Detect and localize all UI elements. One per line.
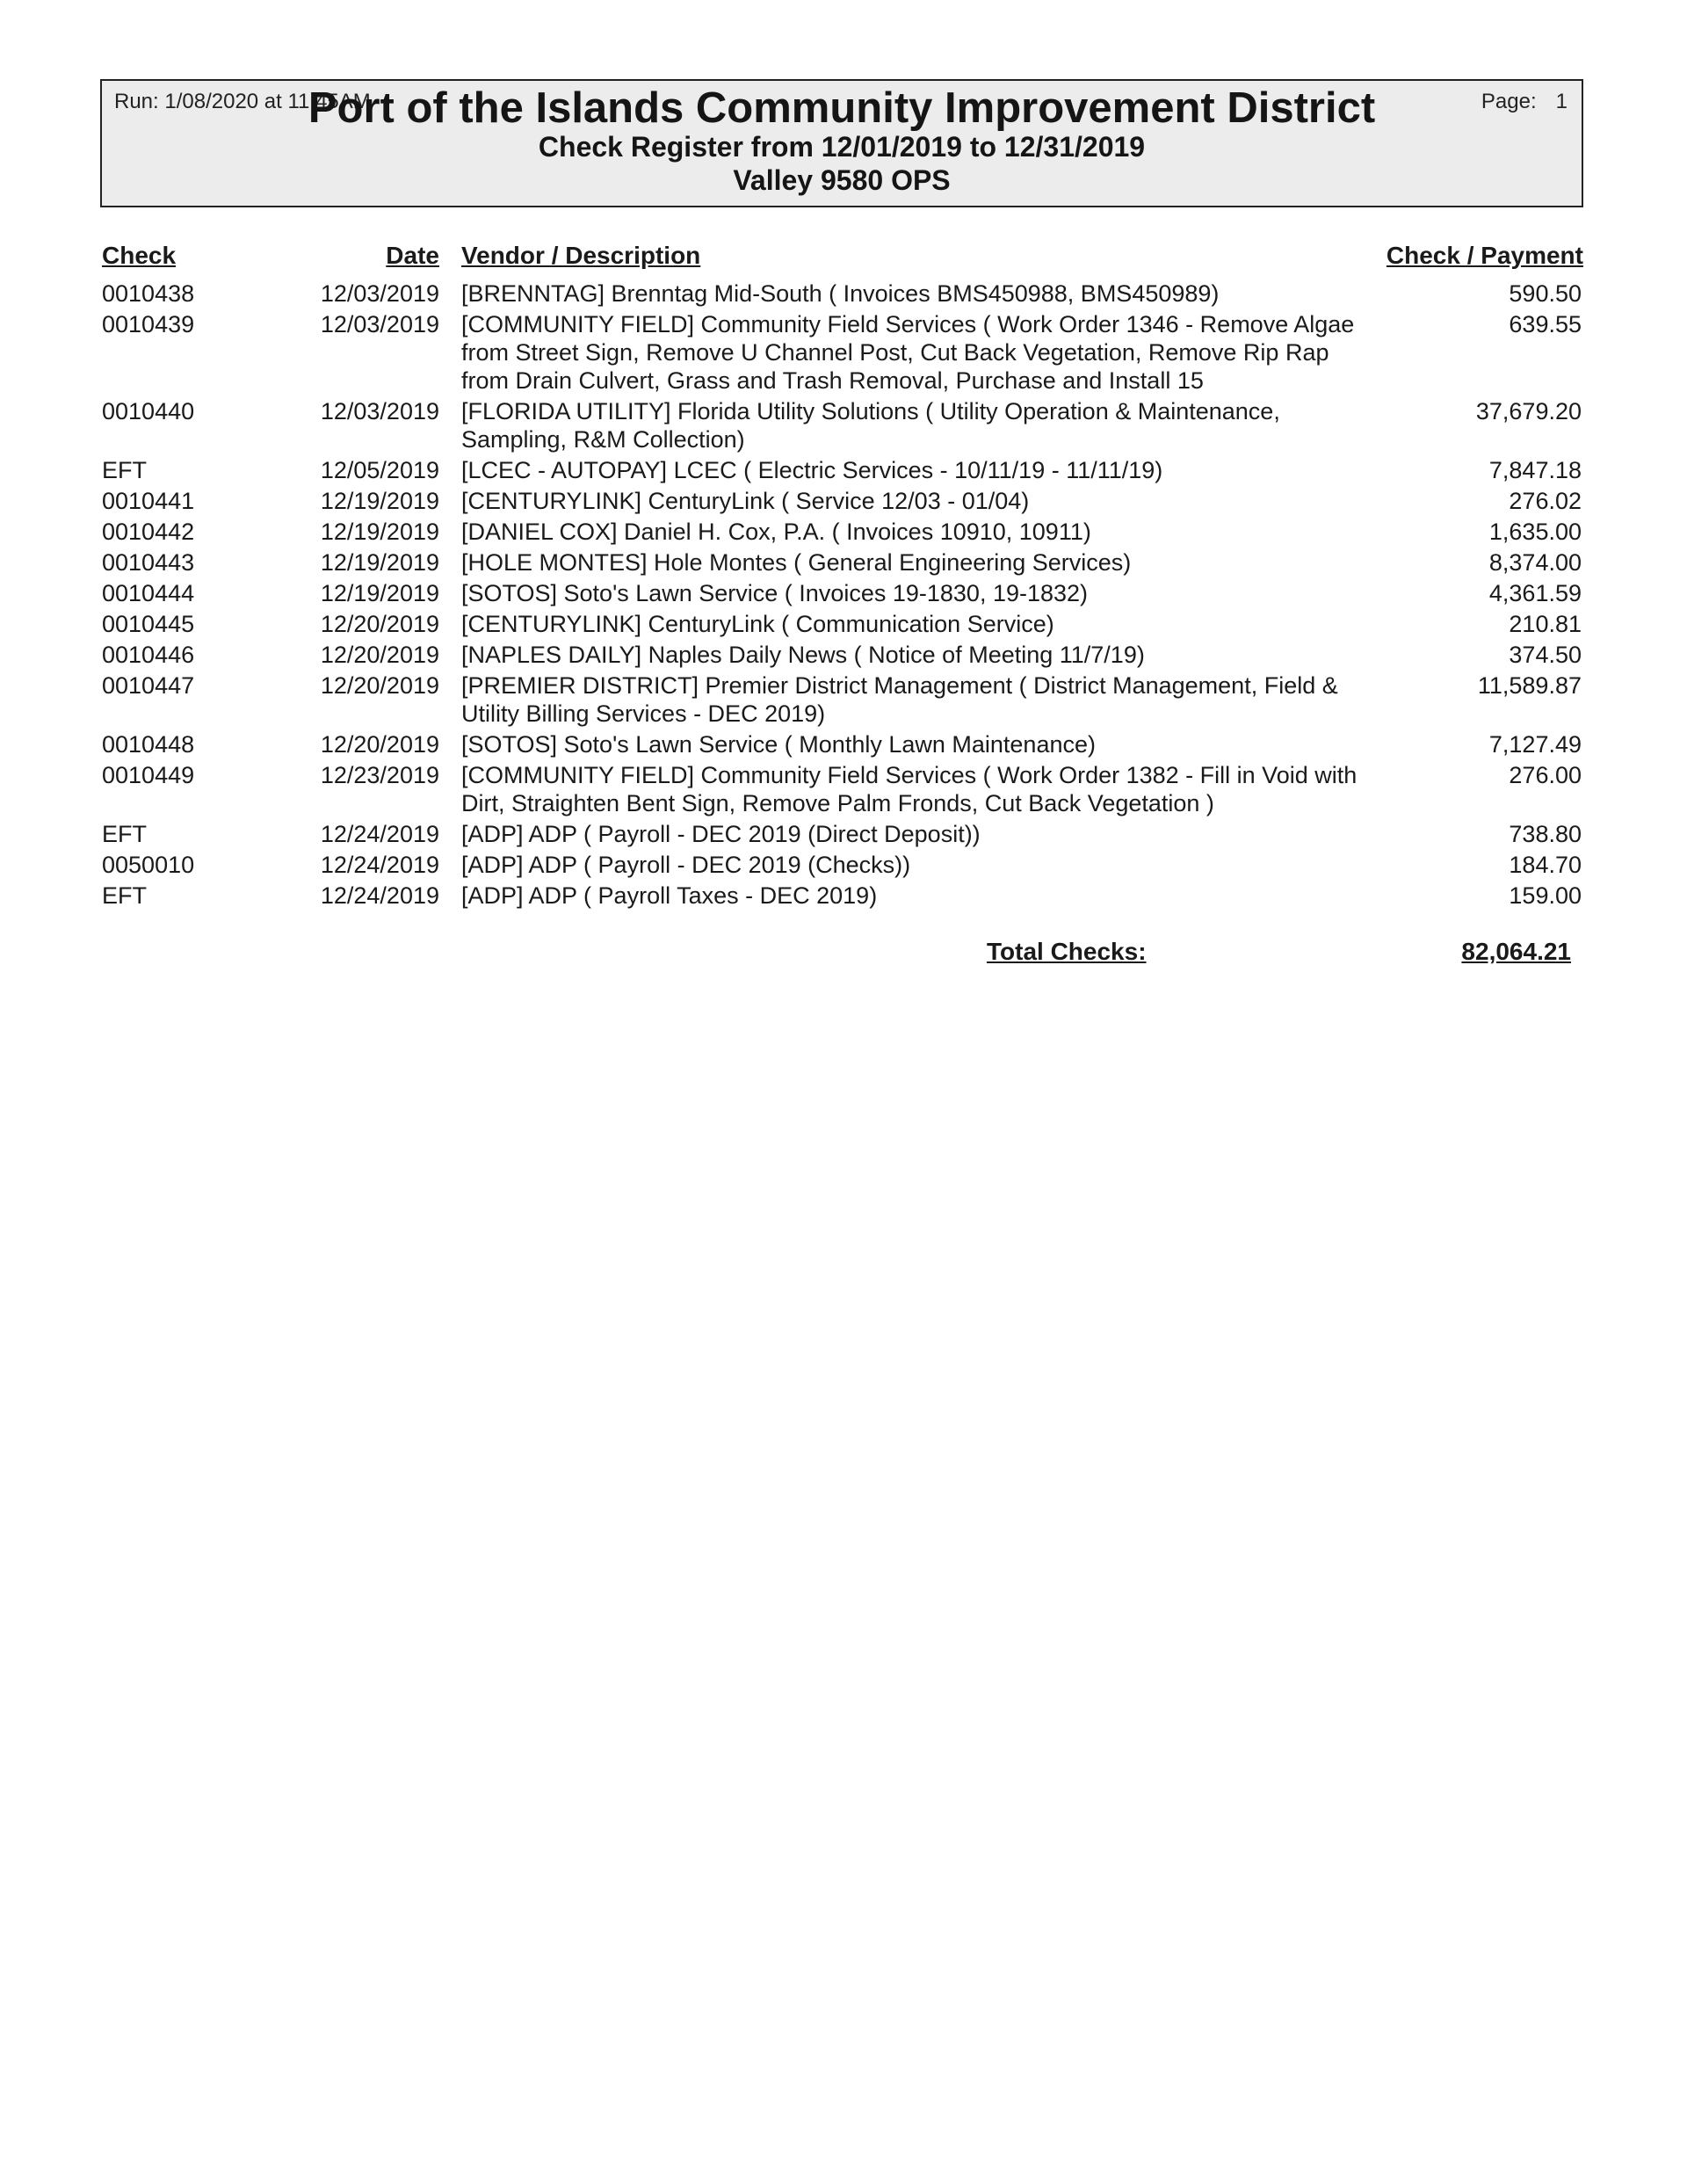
payment-amount: 8,374.00 xyxy=(1488,549,1582,576)
check-number: 0010444 xyxy=(102,580,195,606)
page-label: Page: xyxy=(1481,90,1537,113)
vendor-description: [COMMUNITY FIELD] Community Field Services ( Work Order 1346 - Remove Algae from Street Sign, Remove U Channel Post, Cut Back Vegetation, Remove Rip Rap from Drain Culvert, Grass and Trash Removal, Purchase and Install 15 xyxy=(461,311,1355,394)
total-label: Total Checks: xyxy=(987,938,1147,965)
vendor-description: [PREMIER DISTRICT] Premier District Management ( District Management, Field & Utility Billing Services - DEC 2019) xyxy=(461,672,1338,727)
check-date: 12/03/2019 xyxy=(320,398,439,424)
payment-amount: 184.70 xyxy=(1509,852,1582,878)
vendor-description: [DANIEL COX] Daniel H. Cox, P.A. ( Invoices 10910, 10911) xyxy=(461,519,1091,545)
check-date: 12/19/2019 xyxy=(320,488,439,514)
table-row xyxy=(102,579,1583,607)
payment-amount: 159.00 xyxy=(1509,882,1582,909)
vendor-description: [SOTOS] Soto's Lawn Service ( Monthly Lawn Maintenance) xyxy=(461,731,1096,758)
check-number: 0010445 xyxy=(102,611,195,637)
check-number: 0010446 xyxy=(102,642,195,668)
table-row xyxy=(102,456,1583,484)
check-number: 0050010 xyxy=(102,852,195,878)
page-number: 1 xyxy=(1555,90,1568,113)
payment-amount: 639.55 xyxy=(1509,311,1582,337)
check-date: 12/20/2019 xyxy=(320,672,439,699)
check-number: 0010448 xyxy=(102,731,195,758)
check-number: EFT xyxy=(102,821,147,847)
report-subtitle: Check Register from 12/01/2019 to 12/31/2019 xyxy=(538,131,1146,163)
payment-amount: 738.80 xyxy=(1509,821,1582,847)
table-row xyxy=(102,851,1583,879)
vendor-description: [ADP] ADP ( Payroll Taxes - DEC 2019) xyxy=(461,882,878,909)
payment-amount: 11,589.87 xyxy=(1477,672,1582,699)
table-row xyxy=(102,761,1583,817)
table-row xyxy=(102,641,1583,669)
table-row xyxy=(102,730,1583,758)
check-number: 0010449 xyxy=(102,762,195,788)
run-timestamp: Run: 1/08/2020 at 11:45AM xyxy=(114,90,371,113)
table-row xyxy=(102,487,1583,515)
payment-amount: 210.81 xyxy=(1509,611,1582,637)
column-header-check: Check xyxy=(102,242,177,269)
vendor-description: [SOTOS] Soto's Lawn Service ( Invoices 19-1830, 19-1832) xyxy=(461,580,1089,606)
table-row xyxy=(102,279,1583,308)
total-value: 82,064.21 xyxy=(1461,938,1571,965)
payment-amount: 1,635.00 xyxy=(1488,519,1582,545)
table-row xyxy=(102,518,1583,546)
table-row xyxy=(102,610,1583,638)
report-title: Port of the Islands Community Improvement District xyxy=(308,84,1376,132)
check-date: 12/20/2019 xyxy=(320,611,439,637)
vendor-description: [ADP] ADP ( Payroll - DEC 2019 (Checks)) xyxy=(461,852,911,878)
check-date: 12/19/2019 xyxy=(320,580,439,606)
vendor-description: [ADP] ADP ( Payroll - DEC 2019 (Direct Deposit)) xyxy=(461,821,981,847)
column-header-date: Date xyxy=(386,242,439,269)
check-date: 12/24/2019 xyxy=(320,852,439,878)
table-row xyxy=(102,820,1583,848)
check-number: 0010439 xyxy=(102,311,195,337)
table-row xyxy=(102,548,1583,577)
check-number: 0010440 xyxy=(102,398,195,424)
check-date: 12/19/2019 xyxy=(320,519,439,545)
vendor-description: [CENTURYLINK] CenturyLink ( Service 12/03 - 01/04) xyxy=(461,488,1030,514)
column-header-vendor: Vendor / Description xyxy=(461,242,701,269)
check-number: 0010438 xyxy=(102,280,195,307)
payment-amount: 590.50 xyxy=(1509,280,1582,307)
table-row xyxy=(102,397,1583,453)
check-register-table xyxy=(102,279,1583,910)
check-number: 0010443 xyxy=(102,549,195,576)
vendor-description: [BRENNTAG] Brenntag Mid-South ( Invoices BMS450988, BMS450989) xyxy=(461,280,1220,307)
table-row xyxy=(102,671,1583,728)
check-number: 0010447 xyxy=(102,672,195,699)
vendor-description: [LCEC - AUTOPAY] LCEC ( Electric Services - 10/11/19 - 11/11/19) xyxy=(461,457,1163,483)
check-date: 12/24/2019 xyxy=(320,882,439,909)
payment-amount: 374.50 xyxy=(1509,642,1582,668)
check-number: EFT xyxy=(102,882,147,909)
payment-amount: 276.02 xyxy=(1509,488,1582,514)
check-date: 12/03/2019 xyxy=(320,280,439,307)
report-header xyxy=(100,79,1583,207)
check-date: 12/05/2019 xyxy=(320,457,439,483)
vendor-description: [HOLE MONTES] Hole Montes ( General Engineering Services) xyxy=(461,549,1132,576)
check-date: 12/20/2019 xyxy=(320,731,439,758)
vendor-description: [FLORIDA UTILITY] Florida Utility Solutions ( Utility Operation & Maintenance, Sampling, R&M Collection) xyxy=(461,398,1280,453)
check-date: 12/03/2019 xyxy=(320,311,439,337)
payment-amount: 37,679.20 xyxy=(1475,398,1582,424)
check-number: EFT xyxy=(102,457,147,483)
payment-amount: 4,361.59 xyxy=(1488,580,1582,606)
account-name: Valley 9580 OPS xyxy=(733,164,951,196)
table-row xyxy=(102,310,1583,395)
check-date: 12/20/2019 xyxy=(320,642,439,668)
page-indicator xyxy=(1481,90,1568,114)
check-number: 0010442 xyxy=(102,519,195,545)
check-number: 0010441 xyxy=(102,488,195,514)
payment-amount: 7,847.18 xyxy=(1488,457,1582,483)
check-date: 12/24/2019 xyxy=(320,821,439,847)
table-row xyxy=(102,882,1583,910)
vendor-description: [COMMUNITY FIELD] Community Field Services ( Work Order 1382 - Fill in Void with Dirt, Straighten Bent Sign, Remove Palm Fronds, Cut Back Vegetation ) xyxy=(461,762,1358,816)
payment-amount: 7,127.49 xyxy=(1488,731,1582,758)
column-header-amount: Check / Payment xyxy=(1386,242,1583,269)
check-date: 12/19/2019 xyxy=(320,549,439,576)
payment-amount: 276.00 xyxy=(1509,762,1582,788)
vendor-description: [NAPLES DAILY] Naples Daily News ( Notice of Meeting 11/7/19) xyxy=(461,642,1145,668)
check-date: 12/23/2019 xyxy=(320,762,439,788)
vendor-description: [CENTURYLINK] CenturyLink ( Communication Service) xyxy=(461,611,1054,637)
